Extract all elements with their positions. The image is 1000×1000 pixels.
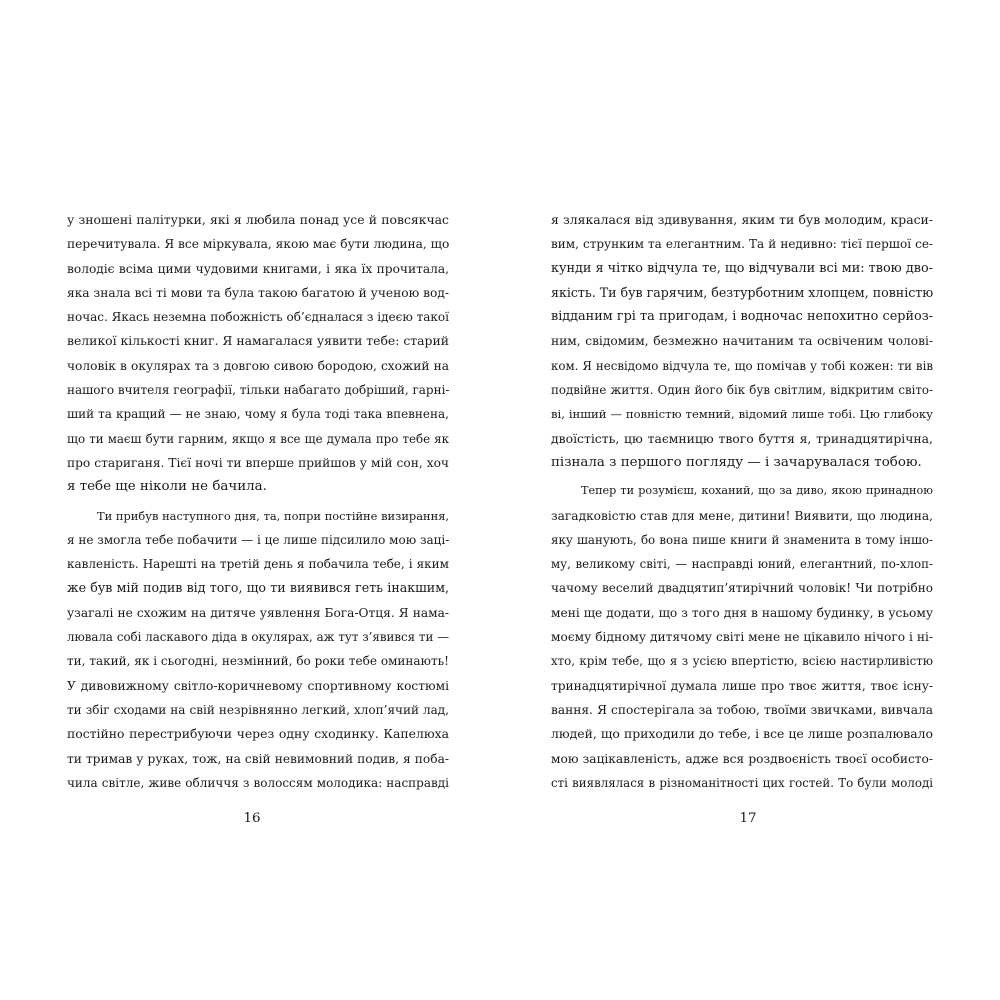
text-line: якість. Ти був гарячим, безтурботним хлопцем, повністю <box>551 284 933 300</box>
text-line: загадковістю став для мене, дитини! Виявити, що людина, <box>551 508 933 523</box>
text-line: я злякалася від здивування, яким ти був молодим, краси- <box>551 212 933 227</box>
text-line: ти тримав у руках, тож, на свій невимовний подив, я поба- <box>67 751 449 766</box>
text-line: вання. Я спостерігала за тобою, твоїми звичками, вивчала <box>551 702 933 717</box>
text-line: У дивовижному світло-коричневому спортивному костюмі <box>67 678 449 693</box>
paragraph <box>551 208 933 475</box>
text-line: відданим грі та пригодам, і водночас непохитно серйоз- <box>551 309 933 325</box>
text-line: пізнала з першого погляду — і зачарувалася тобою. <box>551 454 922 470</box>
text-line: вим, струнким та елегантним. Та й недивно: тієї першої се- <box>551 237 933 252</box>
text-line: чила світле, живе обличчя з волоссям молодика: насправді <box>67 775 449 790</box>
text-line: у зношені палітурки, які я любила понад усе й повсякчас <box>67 212 449 227</box>
text-line: чачому веселий двадцятип’ятирічний чоловік! Чи потрібно <box>551 581 933 596</box>
text-line: про стариганя. Тієї ночі ти вперше прийшов у мій сон, хоч <box>67 455 449 470</box>
paragraph <box>551 479 933 795</box>
text-line: що ти маєш бути гарним, якщо я все ще думала про тебе як <box>67 431 449 446</box>
text-line: подвійне життя. Один його бік був світлим, відкритим світо- <box>551 383 933 398</box>
text-line: ночас. Якась неземна побожність об’єдналася з ідеєю такої <box>67 310 449 325</box>
text-line: мою зацікавленість, адже вся роздвоєність твоєї особисто- <box>551 751 933 766</box>
text-line: ший та кращий — не знаю, чому я була тоді така впевнена, <box>67 407 449 422</box>
text-line: лювала собі ласкавого діда в окулярах, аж тут з’явився ти — <box>67 630 449 645</box>
text-line: ві, інший — повністю темний, відомий лише тобі. Цю глибоку <box>551 407 933 422</box>
text-line: яка знала всі ті мови та була такою багатою й ученою вод- <box>67 285 449 300</box>
text-line: моєму бідному дитячому світі мене не цікавило нічого і ні- <box>551 630 933 645</box>
text-line: хто, крім тебе, що я з усією впертістю, всією настирливістю <box>551 654 933 669</box>
text-line: ти збіг сходами на свій незрівнянно легкий, хлоп’ячий лад, <box>67 702 449 717</box>
text-line: постійно перестрибуючи через одну сходинку. Капелюха <box>67 726 449 742</box>
text-line: ним, свідомим, безмежно начитаним та освіченим чолові- <box>551 334 933 349</box>
right-page-text <box>551 208 933 795</box>
text-line: володіє всіма цими чудовими книгами, і яка їх прочитала, <box>67 261 449 276</box>
text-line: сті виявлялася в різноманітності цих гостей. То були молоді <box>551 775 933 790</box>
text-line: я не змогла тебе побачити — і це лише підсилило мою заці- <box>67 532 449 547</box>
text-line: двоїстість, цю таємницю твого буття я, тринадцятирічна, <box>551 430 933 446</box>
text-line: людей, що приходили до тебе, і все це лише розпалювало <box>551 726 933 742</box>
text-line: Тепер ти розумієш, коханий, що за диво, якою принадною <box>581 484 933 498</box>
text-line: мені ще додати, що з того дня в нашому будинку, в усьому <box>551 605 933 620</box>
paragraph <box>67 504 449 796</box>
page-number-left: 16 <box>243 811 261 826</box>
text-line: му, великому світі, — насправді юний, елегантний, по-хлоп- <box>551 557 933 572</box>
text-line: нашого вчителя географії, тільки набагато добріший, гарні- <box>67 383 449 398</box>
page-number-right: 17 <box>739 811 757 826</box>
text-line: кунди я чітко відчула те, що відчували всі ми: твою дво- <box>551 260 933 276</box>
text-line: яку шанують, бо вона пише книги й знаменита в тому іншо- <box>551 532 933 547</box>
text-line: тринадцятирічної думала лише про твоє життя, твоє існу- <box>551 678 933 693</box>
text-line: ком. Я несвідомо відчула те, що помічав у тобі кожен: ти вів <box>551 358 933 373</box>
text-line: я тебе ще ніколи не бачила. <box>67 479 267 495</box>
text-line: великої кількості книг. Я намагалася уявити тебе: старий <box>67 333 449 349</box>
left-page-text <box>67 208 449 795</box>
text-line: Ти прибув наступного дня, та, попри постійне визирання, <box>97 508 449 523</box>
text-line: чоловік в окулярах та з довгою сивою бородою, схожий на <box>67 358 449 373</box>
text-line: кавленість. Нарешті на третій день я побачила тебе, і яким <box>67 557 449 572</box>
text-line: перечитувала. Я все міркувала, якою має бути людина, що <box>67 237 449 252</box>
paragraph <box>67 208 449 500</box>
text-line: же був мій подив від того, що ти виявився геть інакшим, <box>67 580 449 596</box>
text-line: узагалі не схожим на дитяче уявлення Бога-Отця. Я нама- <box>67 605 449 620</box>
text-line: ти, такий, як і сьогодні, незмінний, бо роки тебе оминають! <box>67 654 449 669</box>
